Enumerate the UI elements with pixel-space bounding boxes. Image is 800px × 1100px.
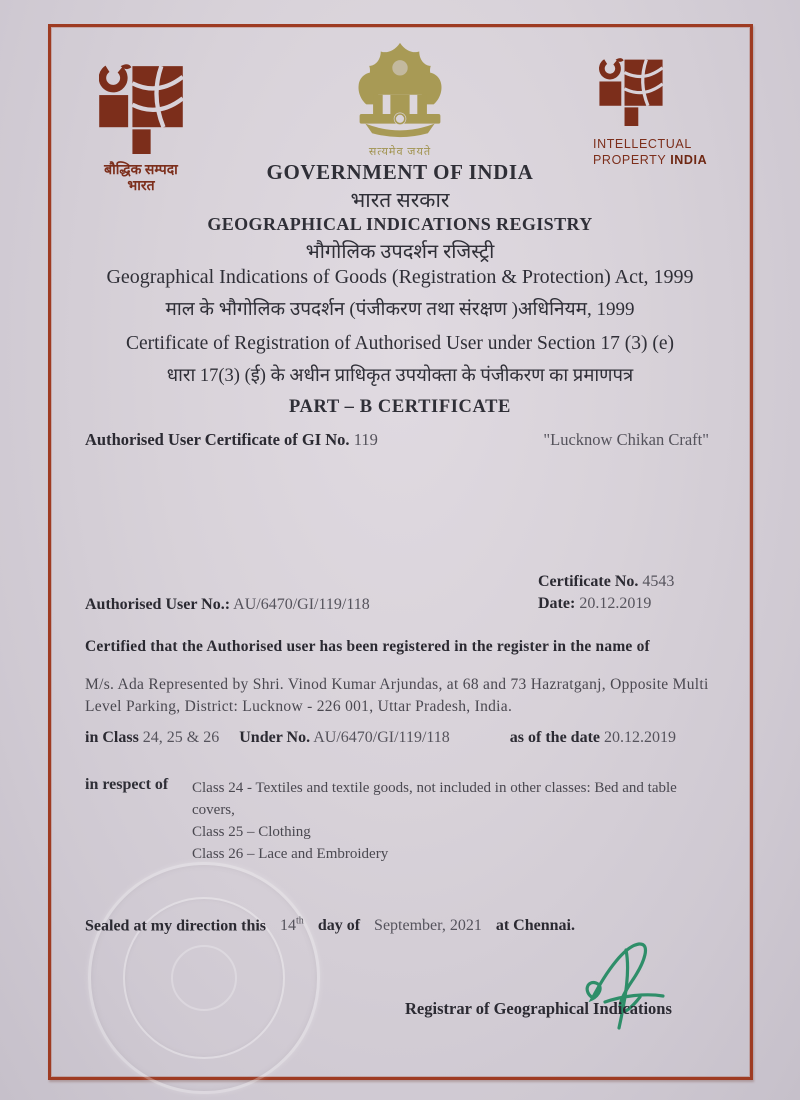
respect-class-26: Class 26 – Lace and Embroidery — [192, 846, 389, 862]
heading-certificate-english: Certificate of Registration of Authorised User under Section 17 (3) (e) — [125, 333, 674, 354]
registrar-title: Registrar of Geographical Indications — [405, 999, 672, 1018]
national-emblem — [340, 40, 460, 159]
as-of-date-value: 20.12.2019 — [604, 729, 677, 746]
embossed-registry-seal — [88, 862, 320, 1094]
authorised-user-number-value: AU/6470/GI/119/118 — [233, 596, 370, 613]
under-no-label: Under No. — [239, 729, 311, 746]
ashoka-lion-capital-icon — [350, 40, 450, 138]
sealed-statement — [85, 916, 575, 935]
heading-gi-registry: GEOGRAPHICAL INDICATIONS REGISTRY — [207, 214, 593, 234]
certificate-number-value: 4543 — [642, 573, 675, 590]
left-logo-caption-line2: भारत — [127, 179, 155, 194]
gi-number-label: Authorised User Certificate of GI No. — [85, 430, 350, 449]
in-respect-of-label: in respect of — [85, 776, 169, 793]
emblem-motto: सत्यमेव जयते — [368, 146, 432, 158]
certificate-date-row — [538, 593, 674, 615]
gi-number-label-group — [85, 430, 378, 450]
respect-class-25: Class 25 – Clothing — [192, 824, 311, 840]
authorised-user-number-label: Authorised User No.: — [85, 596, 231, 613]
registrant-details: M/s. Ada Represented by Shri. Vinod Kumar Arjundas, at 68 and 73 Hazratganj, Opposite Multi Level Parking, District: Lucknow - 226 001, Uttar Pradesh, India. — [85, 676, 709, 716]
left-logo-caption-line1: बौद्धिक सम्पदा — [104, 163, 178, 178]
heading-gi-registry-hindi: भौगोलिक उपदर्शन रजिस्ट्री — [305, 241, 495, 263]
certificate-meta — [538, 571, 674, 615]
in-class-label: in Class — [85, 729, 139, 746]
heading-certificate-hindi: धारा 17(3) (ई) के अधीन प्राधिकृत उपयोक्ता के पंजीकरण का प्रमाणपत्र — [166, 366, 634, 386]
ip-india-logo-mark-icon — [99, 64, 183, 154]
as-of-date-label: as of the date — [509, 729, 601, 746]
seal-core-ring — [171, 945, 237, 1011]
sealed-place: at Chennai. — [495, 917, 575, 935]
ip-india-logo-right — [593, 58, 753, 168]
heading-act-hindi: माल के भौगोलिक उपदर्शन (पंजीकरण तथा संरक्षण )अधिनियम, 1999 — [165, 299, 635, 320]
under-no-value: AU/6470/GI/119/118 — [313, 729, 450, 746]
certificate-date-value: 20.12.2019 — [579, 595, 652, 612]
class-numbers: 24, 25 & 26 — [142, 729, 220, 746]
heading-government-of-india-hindi: भारत सरकार — [350, 188, 450, 212]
sealed-prefix: Sealed at my direction this — [85, 917, 267, 935]
certificate-number-label: Certificate No. — [538, 573, 639, 590]
heading-government-of-india: GOVERNMENT OF INDIA — [266, 160, 534, 184]
certified-statement: Certified that the Authorised user has been registered in the register in the name of — [85, 638, 650, 655]
respect-class-24-line2: covers, — [192, 802, 235, 818]
right-logo-property-text: PROPERTY — [593, 153, 667, 167]
ip-india-logo-mark-icon — [593, 58, 669, 126]
respect-class-24-line1: Class 24 - Textiles and textile goods, not included in other classes: Bed and table — [192, 780, 677, 796]
certificate-date-label: Date: — [538, 595, 576, 612]
gi-number-line — [85, 430, 709, 450]
right-logo-india-text: INDIA — [670, 153, 708, 167]
part-b-certificate-title: PART – B CERTIFICATE — [289, 397, 511, 417]
in-respect-of-classes — [192, 777, 712, 865]
certificate-number-row — [538, 571, 674, 593]
right-logo-caption-line1: INTELLECTUAL — [593, 137, 692, 151]
sealed-date: September, 2021 — [374, 917, 482, 935]
gi-name: "Lucknow Chikan Craft" — [543, 430, 709, 449]
authorised-user-number-line — [85, 596, 370, 614]
sealed-day-of: day of — [317, 917, 361, 935]
class-under-date-line — [85, 729, 676, 747]
gi-number-value: 119 — [353, 430, 378, 449]
heading-act-english: Geographical Indications of Goods (Registration & Protection) Act, 1999 — [106, 266, 694, 288]
registrar-signature — [572, 936, 677, 1036]
sealed-day: 14th — [280, 916, 304, 935]
